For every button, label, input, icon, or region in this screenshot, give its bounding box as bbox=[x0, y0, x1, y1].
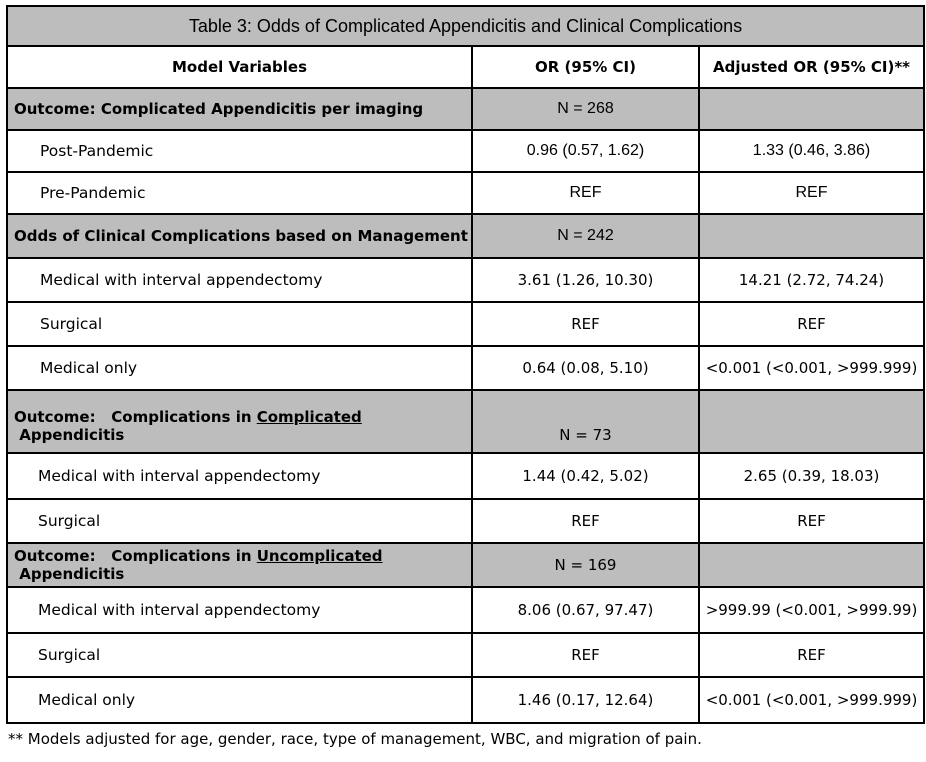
table-row bbox=[7, 172, 924, 214]
row-label: Medical with interval appendectomy bbox=[7, 453, 472, 499]
row-label: Surgical bbox=[7, 302, 472, 346]
row-label: Surgical bbox=[7, 499, 472, 543]
table-row bbox=[7, 587, 924, 633]
table-row bbox=[7, 633, 924, 677]
row-adjusted-or: REF bbox=[699, 172, 924, 214]
row-adjusted-or: 1.33 (0.46, 3.86) bbox=[699, 130, 924, 172]
table-row bbox=[7, 130, 924, 172]
row-or: 8.06 (0.67, 97.47) bbox=[472, 587, 699, 633]
section-label: Outcome: Complications in Uncomplicated Appendicitis bbox=[7, 543, 472, 587]
row-label: Pre-Pandemic bbox=[7, 172, 472, 214]
table-row bbox=[7, 453, 924, 499]
row-adjusted-or: <0.001 (<0.001, >999.999) bbox=[699, 677, 924, 723]
header-row bbox=[7, 46, 924, 88]
row-label: Post-Pandemic bbox=[7, 130, 472, 172]
table-title: Table 3: Odds of Complicated Appendicitis and Clinical Complications bbox=[7, 6, 924, 46]
section-empty-cell bbox=[699, 390, 924, 453]
section-n: N = 169 bbox=[472, 543, 699, 587]
row-or: 3.61 (1.26, 10.30) bbox=[472, 258, 699, 302]
row-adjusted-or: >999.99 (<0.001, >999.99) bbox=[699, 587, 924, 633]
results-table bbox=[6, 5, 925, 724]
row-adjusted-or: REF bbox=[699, 499, 924, 543]
row-or: 1.46 (0.17, 12.64) bbox=[472, 677, 699, 723]
table-title-row bbox=[7, 6, 924, 46]
section-n: N = 268 bbox=[472, 88, 699, 130]
section-empty-cell bbox=[699, 88, 924, 130]
table-row bbox=[7, 677, 924, 723]
row-or: REF bbox=[472, 172, 699, 214]
footnote: ** Models adjusted for age, gender, race, type of management, WBC, and migration of pain. bbox=[8, 730, 702, 748]
row-or: REF bbox=[472, 633, 699, 677]
header-or: OR (95% CI) bbox=[472, 46, 699, 88]
row-or: 0.64 (0.08, 5.10) bbox=[472, 346, 699, 390]
row-adjusted-or: REF bbox=[699, 302, 924, 346]
row-or: 0.96 (0.57, 1.62) bbox=[472, 130, 699, 172]
table-row bbox=[7, 499, 924, 543]
section-row bbox=[7, 543, 924, 587]
section-row bbox=[7, 88, 924, 130]
header-adjusted-or: Adjusted OR (95% CI)** bbox=[699, 46, 924, 88]
row-adjusted-or: 14.21 (2.72, 74.24) bbox=[699, 258, 924, 302]
section-label: Outcome: Complications in Complicated Appendicitis bbox=[7, 390, 472, 453]
header-model-variables: Model Variables bbox=[7, 46, 472, 88]
section-label: Odds of Clinical Complications based on Management bbox=[7, 214, 472, 258]
section-empty-cell bbox=[699, 543, 924, 587]
section-empty-cell bbox=[699, 214, 924, 258]
section-n: N = 242 bbox=[472, 214, 699, 258]
row-or: REF bbox=[472, 302, 699, 346]
row-adjusted-or: 2.65 (0.39, 18.03) bbox=[699, 453, 924, 499]
table-row bbox=[7, 346, 924, 390]
table-row bbox=[7, 258, 924, 302]
section-row bbox=[7, 214, 924, 258]
row-label: Medical only bbox=[7, 346, 472, 390]
row-label: Medical with interval appendectomy bbox=[7, 258, 472, 302]
section-n: N = 73 bbox=[472, 390, 699, 453]
row-or: 1.44 (0.42, 5.02) bbox=[472, 453, 699, 499]
row-or: REF bbox=[472, 499, 699, 543]
section-label: Outcome: Complicated Appendicitis per imaging bbox=[7, 88, 472, 130]
row-label: Surgical bbox=[7, 633, 472, 677]
table-row bbox=[7, 302, 924, 346]
row-adjusted-or: REF bbox=[699, 633, 924, 677]
row-adjusted-or: <0.001 (<0.001, >999.999) bbox=[699, 346, 924, 390]
row-label: Medical with interval appendectomy bbox=[7, 587, 472, 633]
section-row bbox=[7, 390, 924, 453]
row-label: Medical only bbox=[7, 677, 472, 723]
